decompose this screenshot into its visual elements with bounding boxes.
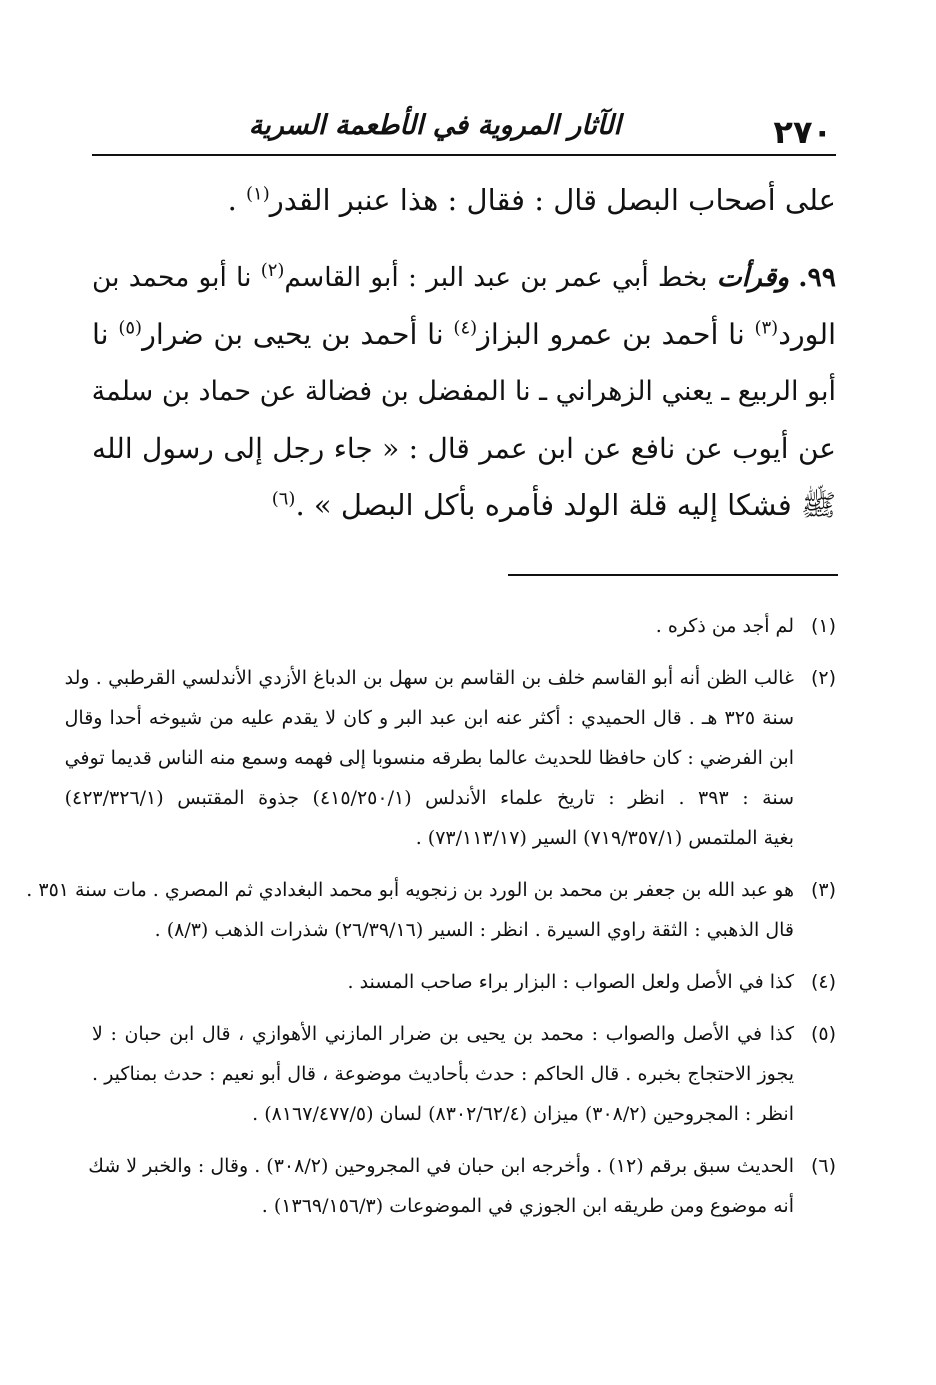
footnote-body xyxy=(92,962,794,1002)
footnote-1 xyxy=(92,606,836,646)
footnote-marker: (١) xyxy=(810,615,836,637)
footnote-4 xyxy=(92,962,836,1002)
page-header xyxy=(92,100,836,156)
footnote-marker: (٥) xyxy=(810,1023,836,1045)
footnote-body xyxy=(26,870,794,950)
footnote-line: الحديث سبق برقم (١٢) . وأخرجه ابن حبان في المجروحين (٣٠٨/٢) . وقال : والخبر لا شك xyxy=(88,1155,794,1177)
main-line-5 xyxy=(92,420,836,477)
main-line-3-b: نا أحمد بن عمرو البزاز xyxy=(477,318,755,351)
footnote-marker: (٦) xyxy=(810,1155,836,1177)
hadith-keyword: وقرأت xyxy=(716,262,790,293)
footnote-6 xyxy=(88,1146,836,1226)
footnote-line: أنه موضوع ومن طريقه ابن الجوزي في الموضوعات (١٣٦٩/١٥٦/٣) . xyxy=(261,1195,794,1217)
main-line-1 xyxy=(92,172,836,229)
hadith-number: ٩٩. xyxy=(798,262,836,293)
footnote-line: بغية الملتمس (٧١٩/٣٥٧/١) السير (٧٣/١١٣/١٧) . xyxy=(415,827,794,849)
footnote-marker: (٢) xyxy=(810,667,836,689)
footnote-line: غالب الظن أنه أبو القاسم خلف بن القاسم بن سهل بن الدباغ الأزدي الأندلسي القرطبي . ولد xyxy=(64,667,794,689)
footnote-line: ابن الفرضي : كان حافظا للحديث عالما بطرقه منسوبا إلى فهمه وسمع منه الناس قديما توفي xyxy=(64,747,794,769)
main-line-2-a: بخط أبي عمر بن عبد البر : أبو القاسم xyxy=(284,262,717,293)
footnote-2 xyxy=(64,658,836,858)
footnote-ref-1[interactable]: (١) xyxy=(246,183,270,205)
footnote-line: انظر : المجروحين (٣٠٨/٢) ميزان (٨٣٠٢/٦٢/٤) لسان (٨١٦٧/٤٧٧/٥) . xyxy=(252,1103,794,1125)
footnote-line: هو عبد الله بن جعفر بن محمد بن الورد بن زنجويه أبو محمد البغدادي ثم المصري . مات سنة ٣٥١ . xyxy=(26,879,794,901)
footnote-ref-4[interactable]: (٤) xyxy=(453,317,478,339)
footnote-5 xyxy=(92,1014,836,1134)
footnote-line: كذا في الأصل والصواب : محمد بن يحيى بن ضرار المازني الأهوازي ، قال ابن حبان : لا xyxy=(92,1023,794,1045)
footnote-line: لم أجد من ذكره . xyxy=(655,615,794,637)
header-divider xyxy=(92,154,836,156)
main-line-4-text: أبو الربيع ـ يعني الزهراني ـ نا المفضل بن فضالة عن حماد بن سلمة xyxy=(91,376,836,407)
main-line-6-text: ﷺ فشكا إليه قلة الولد فأمره بأكل البصل » . xyxy=(295,488,836,522)
main-line-2-b: نا أبو محمد بن xyxy=(92,262,261,293)
footnote-body xyxy=(65,658,794,858)
main-line-3-c: نا أحمد بن يحيى بن ضرار xyxy=(142,318,454,351)
footnote-3 xyxy=(26,870,836,950)
footnote-ref-5[interactable]: (٥) xyxy=(118,317,143,339)
main-line-1-end: . xyxy=(227,183,246,217)
footnote-line: سنة : ٣٩٣ . انظر : تاريخ علماء الأندلس (٤١٥/٢٥٠/١) جذوة المقتبس (٤٢٣/٣٢٦/١) xyxy=(64,787,794,809)
footnote-line: قال الذهبي : الثقة راوي السيرة . انظر : السير (٢٦/٣٩/١٦) شذرات الذهب (٨/٣) . xyxy=(154,919,794,941)
page-number: ٢٧٠ xyxy=(773,113,832,151)
footnote-marker: (٤) xyxy=(810,971,836,993)
main-line-5-text: عن أيوب عن نافع عن ابن عمر قال : « جاء رجل إلى رسول الله xyxy=(92,432,836,465)
footnote-line: كذا في الأصل ولعل الصواب : البزار براء صاحب المسند . xyxy=(347,971,794,993)
footnotes xyxy=(26,606,836,1238)
footnote-ref-3[interactable]: (٣) xyxy=(754,317,779,339)
footnote-body xyxy=(92,606,794,646)
footnote-ref-2[interactable]: (٢) xyxy=(260,260,285,282)
main-line-2 xyxy=(92,249,836,306)
footnote-line: يجوز الاحتجاج بخبره . قال الحاكم : حدث بأحاديث موضوعة ، قال أبو نعيم : حدث بمناكير . xyxy=(92,1063,794,1085)
running-book-title: الآثار المروية في الأطعمة السرية xyxy=(248,110,621,141)
main-line-3-d: نا xyxy=(92,318,119,351)
footnote-divider xyxy=(508,574,838,576)
main-text xyxy=(92,172,836,534)
main-line-6 xyxy=(92,477,836,534)
footnote-marker: (٣) xyxy=(810,879,836,901)
main-line-3-a: الورد xyxy=(778,318,836,351)
main-line-1-text: على أصحاب البصل قال : فقال : هذا عنبر القدر xyxy=(269,183,836,217)
footnote-body xyxy=(88,1146,794,1226)
main-line-4 xyxy=(92,363,836,420)
footnote-ref-6[interactable]: (٦) xyxy=(271,488,296,510)
footnote-line: سنة ٣٢٥ هـ . قال الحميدي : أكثر عنه ابن عبد البر و كان لا يقدم عليه من شيوخه أحدا وقال xyxy=(64,707,795,729)
footnote-body xyxy=(92,1014,794,1134)
main-line-3 xyxy=(92,306,836,363)
